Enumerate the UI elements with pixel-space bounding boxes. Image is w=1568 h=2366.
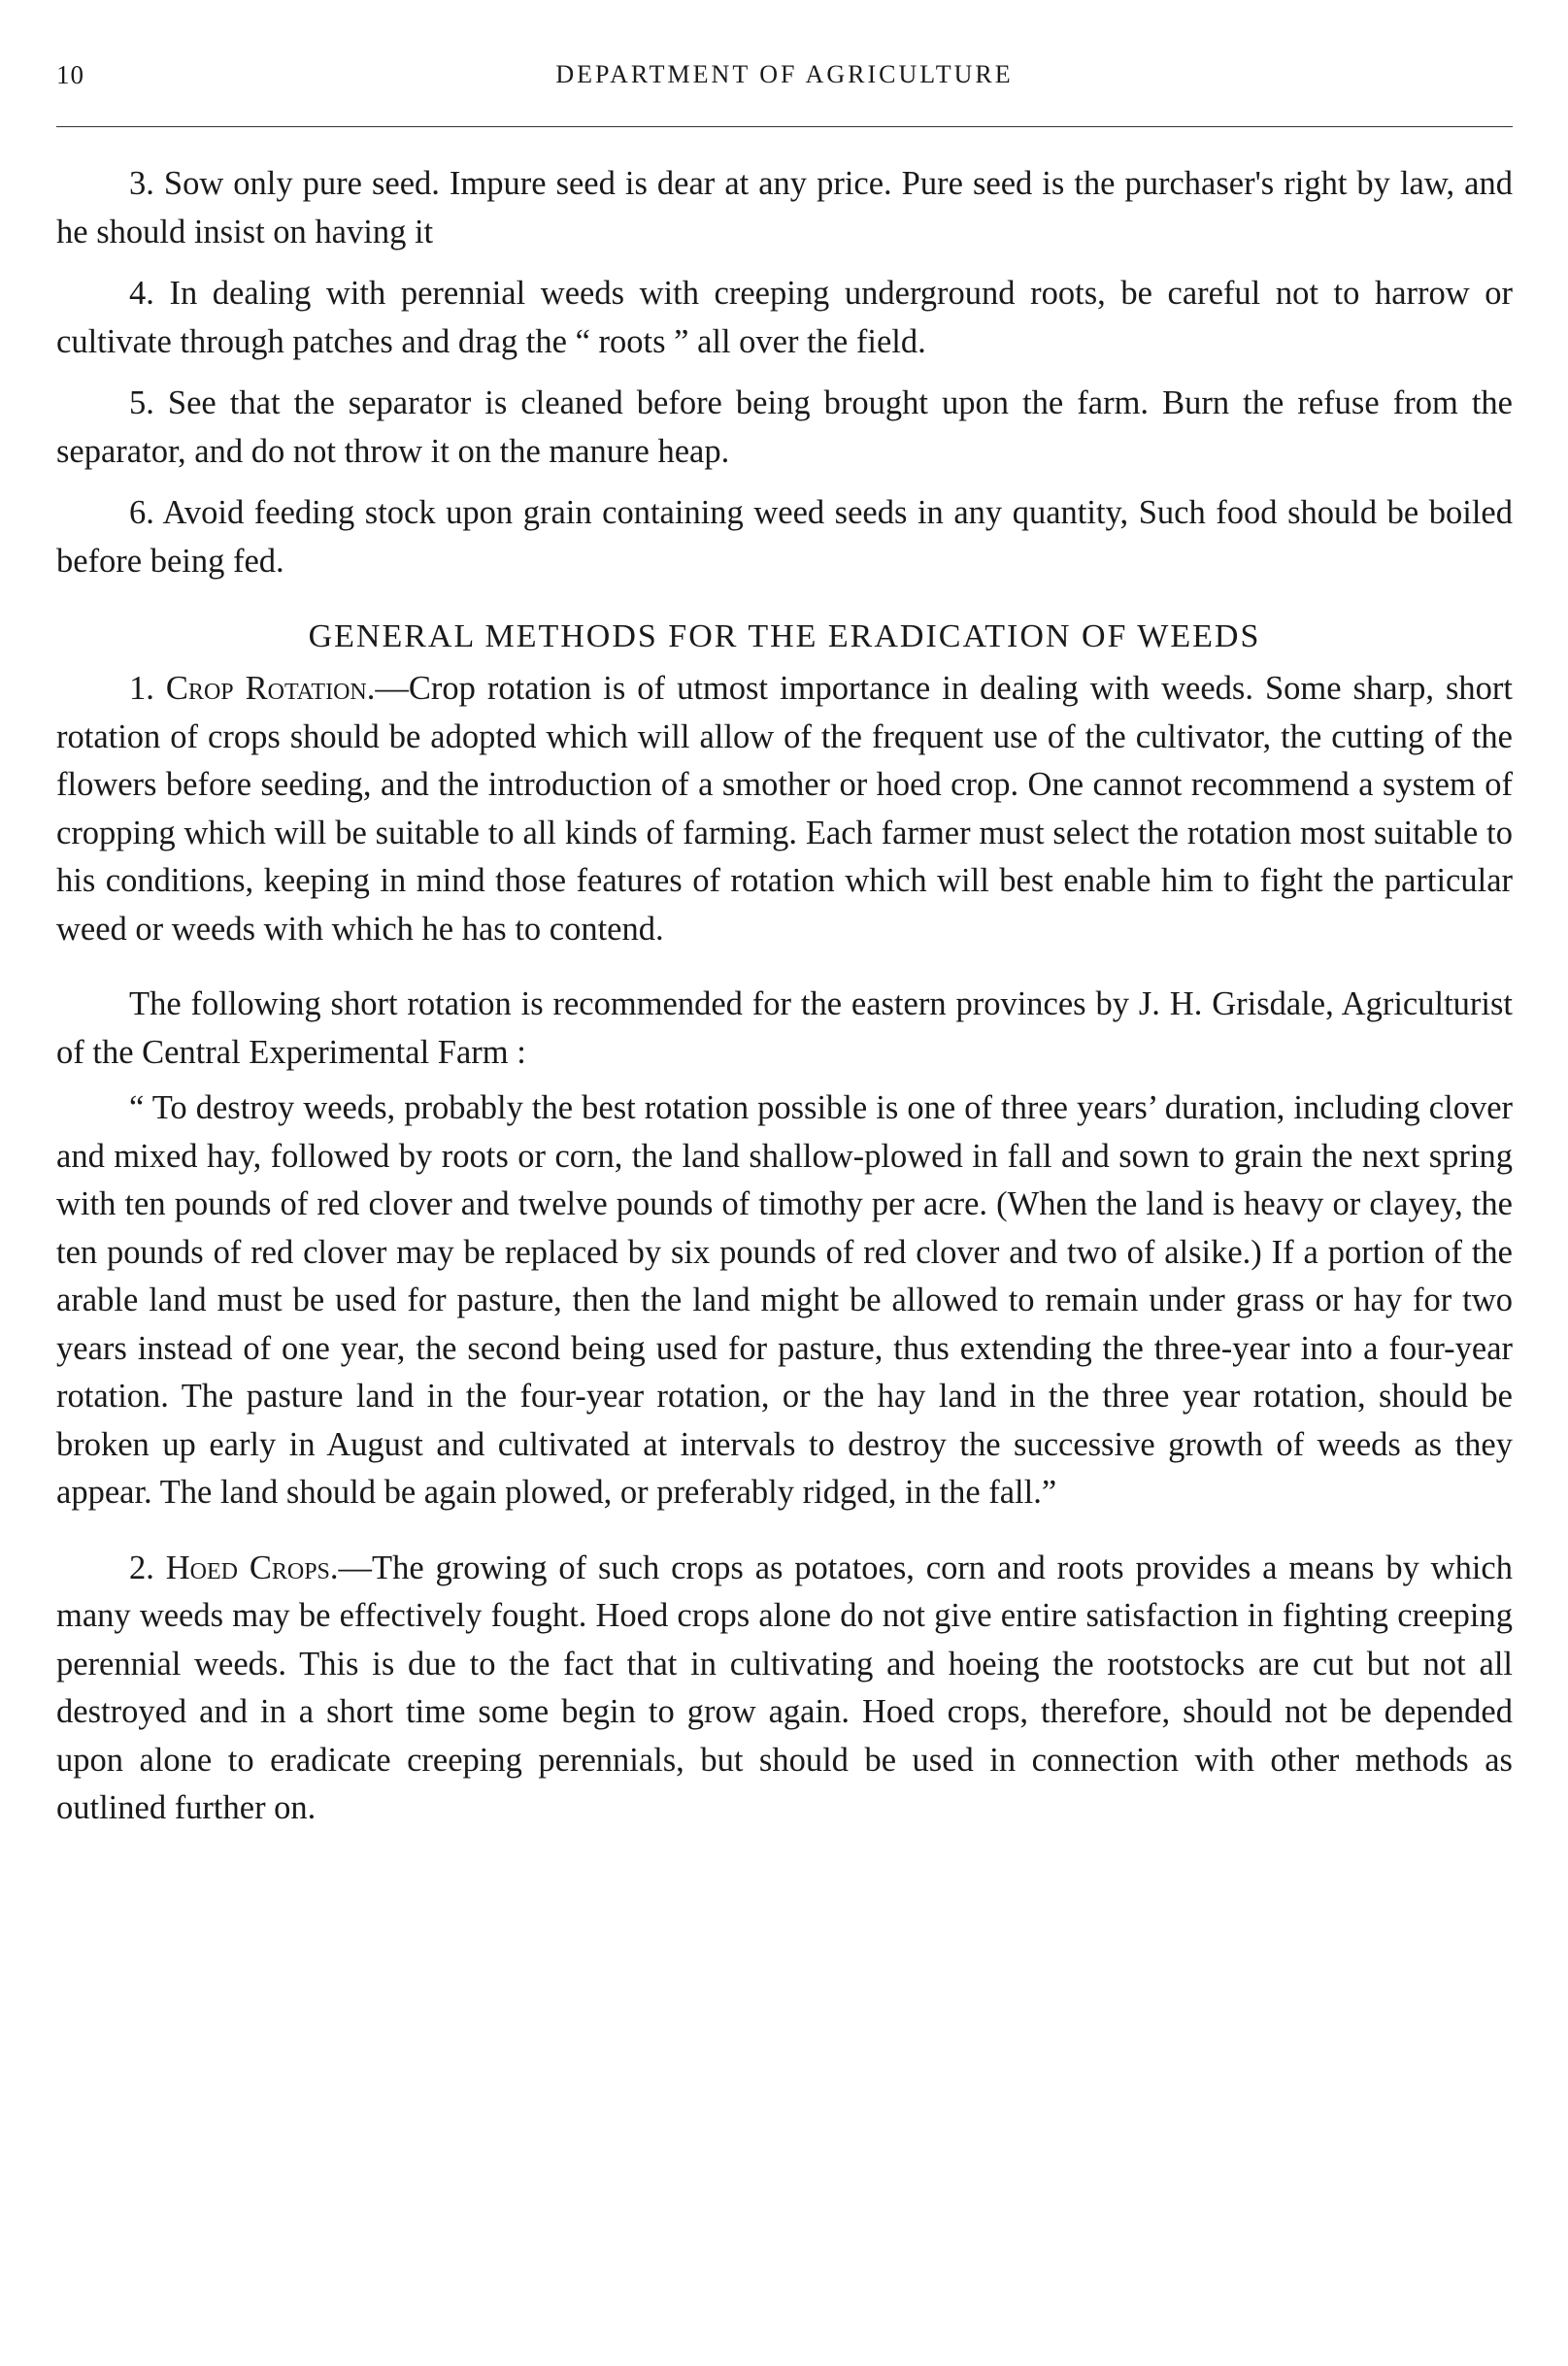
crop-rotation-text: —Crop rotation is of utmost importance in dealing with weeds. Some sharp, short rotation of crops should be adopted which will allow of the frequent use of the cultivator, the cutting of the flowers before seeding, and the introduction of a smother or hoed crop. One cannot recommend a system of cropping which will be suitable to all kinds of farming. Each farmer must select the rotation most suitable to his conditions, keeping in mind those features of rotation which will best enable him to fight the particular weed or weeds with which he has to contend. [56, 670, 1513, 948]
crop-rotation-title: Crop Rotation. [165, 670, 376, 707]
crop-rotation-number: 1. [129, 670, 154, 707]
rule-item-5: 5. See that the separator is cleaned before being brought upon the farm. Burn the refuse from the separator, and do not throw it on the manure heap. [56, 384, 1513, 470]
rule-item-6: 6. Avoid feeding stock upon grain containing weed seeds in any quantity, Such food should be boiled before being fed. [56, 494, 1513, 580]
hoed-crops-text: —The growing of such crops as potatoes, corn and roots provides a means by which many weeds may be effectively fought. Hoed crops alone do not give entire satisfaction in fighting creeping perennial weeds. This is due to the fact that in cultivating and hoeing the rootstocks are cut but not all destroyed and in a short time some begin to grow again. Hoed crops, therefore, should not be depended upon alone to eradicate creeping perennials, but should be used in connection with other methods as outlined further on. [56, 1549, 1513, 1826]
rule-item-3: 3. Sow only pure seed. Impure seed is dear at any price. Pure seed is the purchaser's right by law, and he should insist on having it [56, 165, 1513, 250]
section-heading: GENERAL METHODS FOR THE ERADICATION OF WEEDS [308, 618, 1261, 654]
hoed-crops-paragraph [56, 1545, 1513, 1833]
rotation-quote: “ To destroy weeds, probably the best rotation possible is one of three years’ duration, including clover and mixed hay, followed by roots or corn, the land shallow-plowed in fall and sown to grain the next spring with ten pounds of red clover and twelve pounds of timothy per acre. (When the land is heavy or clayey, the ten pounds of red clover may be replaced by six pounds of red clover and two of alsike.) If a portion of the arable land must be used for pasture, then the land might be allowed to remain under grass or hay for two years instead of one year, the second being used for pasture, thus extending the three-year into a four-year rotation. The pasture land in the four-year rotation, or the hay land in the three year rotation, should be broken up early in August and cultivated at intervals to destroy the successive growth of weeds as they appear. The land should be again plowed, or preferably ridged, in the fall.” [56, 1089, 1513, 1511]
running-head [56, 60, 1513, 109]
page-number: 10 [56, 60, 84, 89]
hoed-crops-title: Hoed Crops. [165, 1549, 339, 1586]
page [56, 60, 1513, 1833]
header-rule [56, 126, 1513, 127]
header-title: DEPARTMENT OF AGRICULTURE [555, 60, 1014, 88]
rule-item-4: 4. In dealing with perennial weeds with creeping underground roots, be careful not to harrow or cultivate through patches and drag the “ roots ” all over the field. [56, 275, 1513, 360]
hoed-crops-number: 2. [129, 1549, 154, 1586]
crop-rotation-paragraph [56, 665, 1513, 953]
rotation-intro: The following short rotation is recommended for the eastern provinces by J. H. Grisdale, Agriculturist of the Central Experimental Farm : [56, 985, 1513, 1071]
